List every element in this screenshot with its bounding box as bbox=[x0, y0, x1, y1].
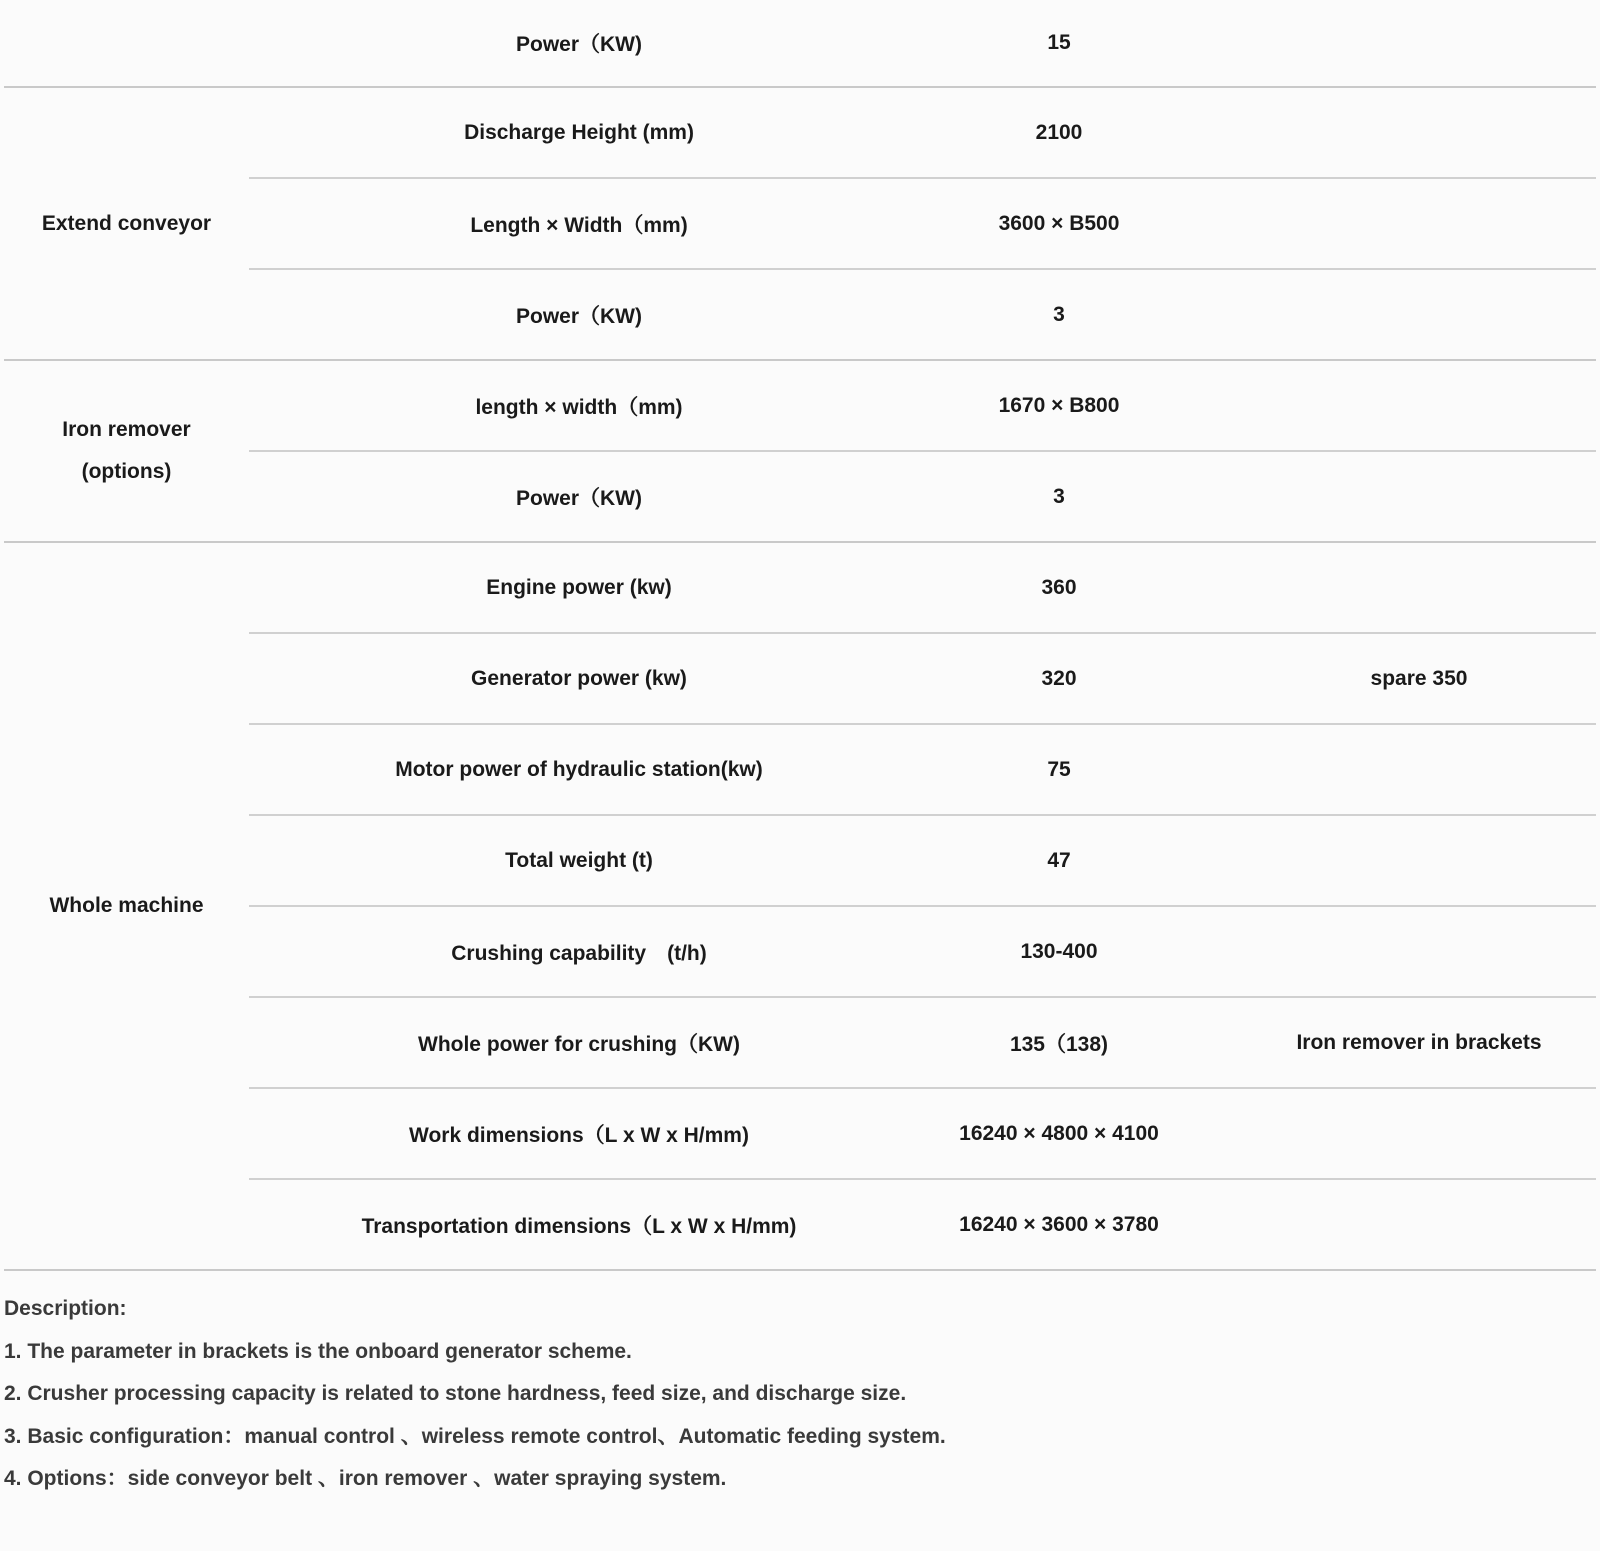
param-value: 3 bbox=[1053, 484, 1065, 508]
param-note: spare 350 bbox=[1370, 666, 1468, 690]
param-label: Power（KW) bbox=[516, 304, 642, 328]
group-name-line2: (options) bbox=[81, 460, 172, 483]
table-row bbox=[249, 1178, 1596, 1269]
param-label: Crushing capability (t/h) bbox=[451, 941, 707, 965]
group-iron-remover bbox=[4, 361, 1596, 543]
table-row bbox=[249, 543, 1596, 632]
param-label: Total weight (t) bbox=[505, 848, 653, 872]
param-label: Whole power for crushing（KW) bbox=[418, 1032, 740, 1056]
table-row bbox=[249, 1087, 1596, 1178]
group-whole-machine bbox=[4, 543, 1596, 1271]
description-section bbox=[4, 1288, 946, 1501]
param-value: 135（138) bbox=[1009, 1032, 1109, 1056]
group-name bbox=[4, 361, 249, 541]
table-row bbox=[249, 361, 1596, 450]
param-note: Iron remover in brackets bbox=[1296, 1030, 1542, 1054]
param-label: Motor power of hydraulic station(kw) bbox=[395, 757, 763, 781]
param-value: 15 bbox=[1047, 31, 1071, 54]
param-value: 320 bbox=[1041, 666, 1077, 690]
param-value: 75 bbox=[1047, 757, 1071, 781]
param-value: 16240 × 4800 × 4100 bbox=[959, 1121, 1159, 1145]
table-row bbox=[249, 996, 1596, 1087]
group-name-line1: Iron remover bbox=[62, 418, 191, 441]
param-value: 130-400 bbox=[1020, 939, 1098, 963]
group-power bbox=[4, 0, 1596, 88]
table-row bbox=[249, 632, 1596, 723]
description-title: Description: bbox=[4, 1297, 127, 1320]
param-label: Length × Width（mm) bbox=[470, 213, 688, 237]
param-value: 1670 × B800 bbox=[998, 393, 1120, 417]
table-row bbox=[249, 177, 1596, 268]
table-row bbox=[249, 723, 1596, 814]
param-label: length × width（mm) bbox=[475, 395, 683, 419]
group-name: Extend conveyor bbox=[41, 211, 212, 235]
spec-table bbox=[4, 0, 1596, 1271]
description-item: 4. Options：side conveyor belt 、iron remover 、water spraying system. bbox=[4, 1467, 727, 1490]
table-row bbox=[249, 905, 1596, 996]
param-value: 3 bbox=[1053, 302, 1065, 326]
param-label: Generator power (kw) bbox=[471, 666, 687, 690]
param-value: 360 bbox=[1041, 575, 1077, 599]
param-label: Power（KW) bbox=[516, 486, 642, 510]
table-row bbox=[249, 88, 1596, 177]
param-label: Work dimensions（L x W x H/mm) bbox=[409, 1123, 749, 1147]
table-row bbox=[249, 268, 1596, 359]
param-label: Power（KW) bbox=[516, 33, 642, 56]
param-value: 2100 bbox=[1035, 120, 1083, 144]
table-row bbox=[249, 450, 1596, 541]
param-value: 16240 × 3600 × 3780 bbox=[959, 1212, 1159, 1236]
table-row bbox=[249, 0, 1596, 86]
group-name: Whole machine bbox=[49, 894, 204, 917]
description-item: 1. The parameter in brackets is the onboard generator scheme. bbox=[4, 1339, 632, 1363]
param-value: 47 bbox=[1047, 848, 1071, 872]
param-label: Discharge Height (mm) bbox=[464, 120, 694, 144]
param-label: Transportation dimensions（L x W x H/mm) bbox=[361, 1214, 797, 1238]
group-extend-conveyor bbox=[4, 88, 1596, 361]
description-item: 2. Crusher processing capacity is related to stone hardness, feed size, and discharge size. bbox=[4, 1382, 907, 1405]
param-label: Engine power (kw) bbox=[486, 575, 672, 599]
param-value: 3600 × B500 bbox=[998, 211, 1120, 235]
table-row bbox=[249, 814, 1596, 905]
description-item: 3. Basic configuration：manual control 、wireless remote control、Automatic feeding system. bbox=[4, 1424, 946, 1448]
